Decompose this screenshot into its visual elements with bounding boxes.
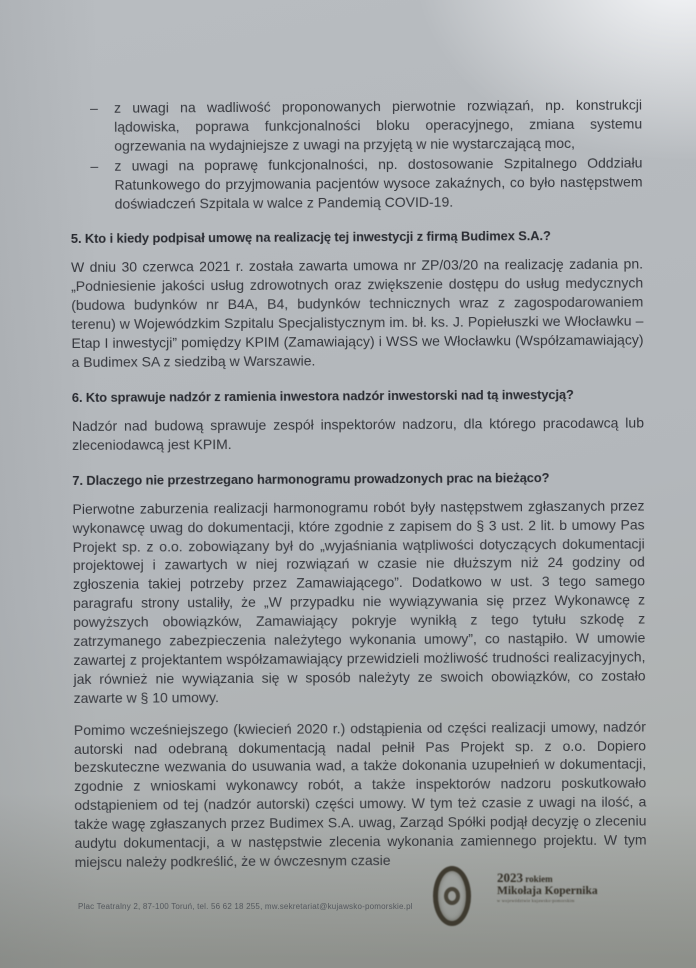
question-heading-7: 7. Dlaczego nie przestrzegano harmonogramu prowadzonych prac na bieżąco? bbox=[72, 469, 550, 488]
bullet-text: z uwagi na wadliwość proponowanych pierwotnie rozwiązań, np. konstrukcji lądowiska, poprawa funkcjonalności bloku operacyjnego, zmiana systemu ogrzewania na wydajniejsze z uwagi na przyjętą w nie wystarczającą moc, bbox=[114, 96, 643, 154]
ring-center-icon bbox=[444, 887, 460, 905]
footer-address: Plac Teatralny 2, 87-100 Toruń, tel. 56 62 18 255, mw.sekretariat@kujawsko-pomorskie.pl bbox=[78, 902, 413, 911]
copernicus-ring-icon bbox=[433, 866, 471, 926]
bullet-list bbox=[70, 96, 643, 214]
question-heading-6: 6. Kto sprawuje nadzór z ramienia inwestora nadzór inwestorski nad tą inwestycją? bbox=[71, 386, 574, 405]
list-item bbox=[90, 96, 642, 156]
logo-line-1 bbox=[497, 872, 598, 885]
page-content bbox=[70, 96, 647, 885]
answer-paragraph-7a: Pierwotne zaburzenia realizacji harmonogramu robót były następstwem zgłaszanych przez wykonawcę uwag do dokumentacji, które zgodnie z zapisem do § 3 ust. 2 lit. b umowy Pas Projekt sp. z o.o. zobowiązany był do „wyjaśniania wątpliwości dotyczących dokumentacji projektowej i zawartych w niej rozwiązań w czasie nie dłuższym niż 24 godziny od zgłoszenia takiej potrzeby przez Zamawiającego”. Dodatkowo w ust. 3 tego samego paragrafu strony ustaliły, że „W przypadku nie wywiązywania się przez Wykonawcę z powyższych obowiązków, Zamawiający pokryje wynikłą z tego tytułu szkodę z zatrzymanego zabezpieczenia należytego wykonania umowy”, co nastąpiło. W umowie zawartej z projektantem współzamawiający przewidzieli możliwość trudności realizacyjnych, jak również nie wywiązania się w sposób należyty ze swoich obowiązków, co zostało zawarte w § 10 umowy. bbox=[72, 497, 646, 706]
dash-marker: – bbox=[90, 157, 99, 174]
question-heading-5: 5. Kto i kiedy podpisał umowę na realizację tej inwestycji z firmą Budimex S.A.? bbox=[70, 228, 551, 247]
logo-line-3: w województwie kujawsko-pomorskim bbox=[497, 898, 575, 903]
bullet-text: z uwagi na poprawę funkcjonalności, np. dostosowanie Szpitalnego Oddziału Ratunkowego do przyjmowania pacjentów wysoce zakaźnych, co było następstwem doświadczeń Szpitala w walce z Pandemią COVID-19. bbox=[114, 154, 643, 212]
logo-line-2: Mikołaja Kopernika bbox=[497, 885, 598, 897]
answer-paragraph-5: W dniu 30 czerwca 2021 r. została zawarta umowa nr ZP/03/20 na realizację zadania pn. „Podniesienie jakości usług zdrowotnych oraz zwiększenie dostępu do usług medycznych (budowa budynków nr B4A, B4, budynków technicznych wraz z zagospodarowaniem terenu) w Wojewódzkim Szpitalu Specjalistycznym im. bł. ks. J. Popiełuszki we Włocławku – Etap I inwestycji” pomiędzy KPIM (Zamawiający) i WSS we Włocławku (Współzamawiający) a Budimex SA z siedzibą w Warszawie. bbox=[70, 255, 644, 370]
answer-paragraph-6: Nadzór nad budową sprawuje zespół inspektorów nadzoru, dla którego pracodawcą lub zleceniodawcą jest KPIM. bbox=[71, 414, 645, 453]
logo-text bbox=[497, 872, 598, 904]
copernicus-logo bbox=[433, 866, 598, 926]
dash-marker: – bbox=[90, 99, 98, 116]
list-item bbox=[90, 153, 642, 213]
logo-year: 2023 bbox=[497, 870, 523, 885]
answer-paragraph-7b: Pomimo wcześniejszego (kwiecień 2020 r.) odstąpienia od części realizacji umowy, nadzór autorski nad odebraną dokumentacją nadal pełnił Pas Projekt sp. z o.o. Dopiero bezskuteczne wezwania do usuwania wad, a także dokonania uzupełnień w dokumentacji, zgodnie z wnioskami wykonawcy robót, a także inspektorów nadzoru poskutkowało odstąpieniem od tej (nadzór autorski) części umowy. W tym też czasie z uwagi na ilość, a także wagę zgłaszanych przez Budimex S.A. uwag, Zarząd Spółki podjął decyzję o zleceniu audytu dokumentacji, a w następstwie zlecenia wykonania zamiennego projektu. W tym miejscu należy podkreślić, że w ówczesnym czasie bbox=[73, 718, 647, 870]
logo-year-suffix: rokiem bbox=[525, 874, 553, 884]
